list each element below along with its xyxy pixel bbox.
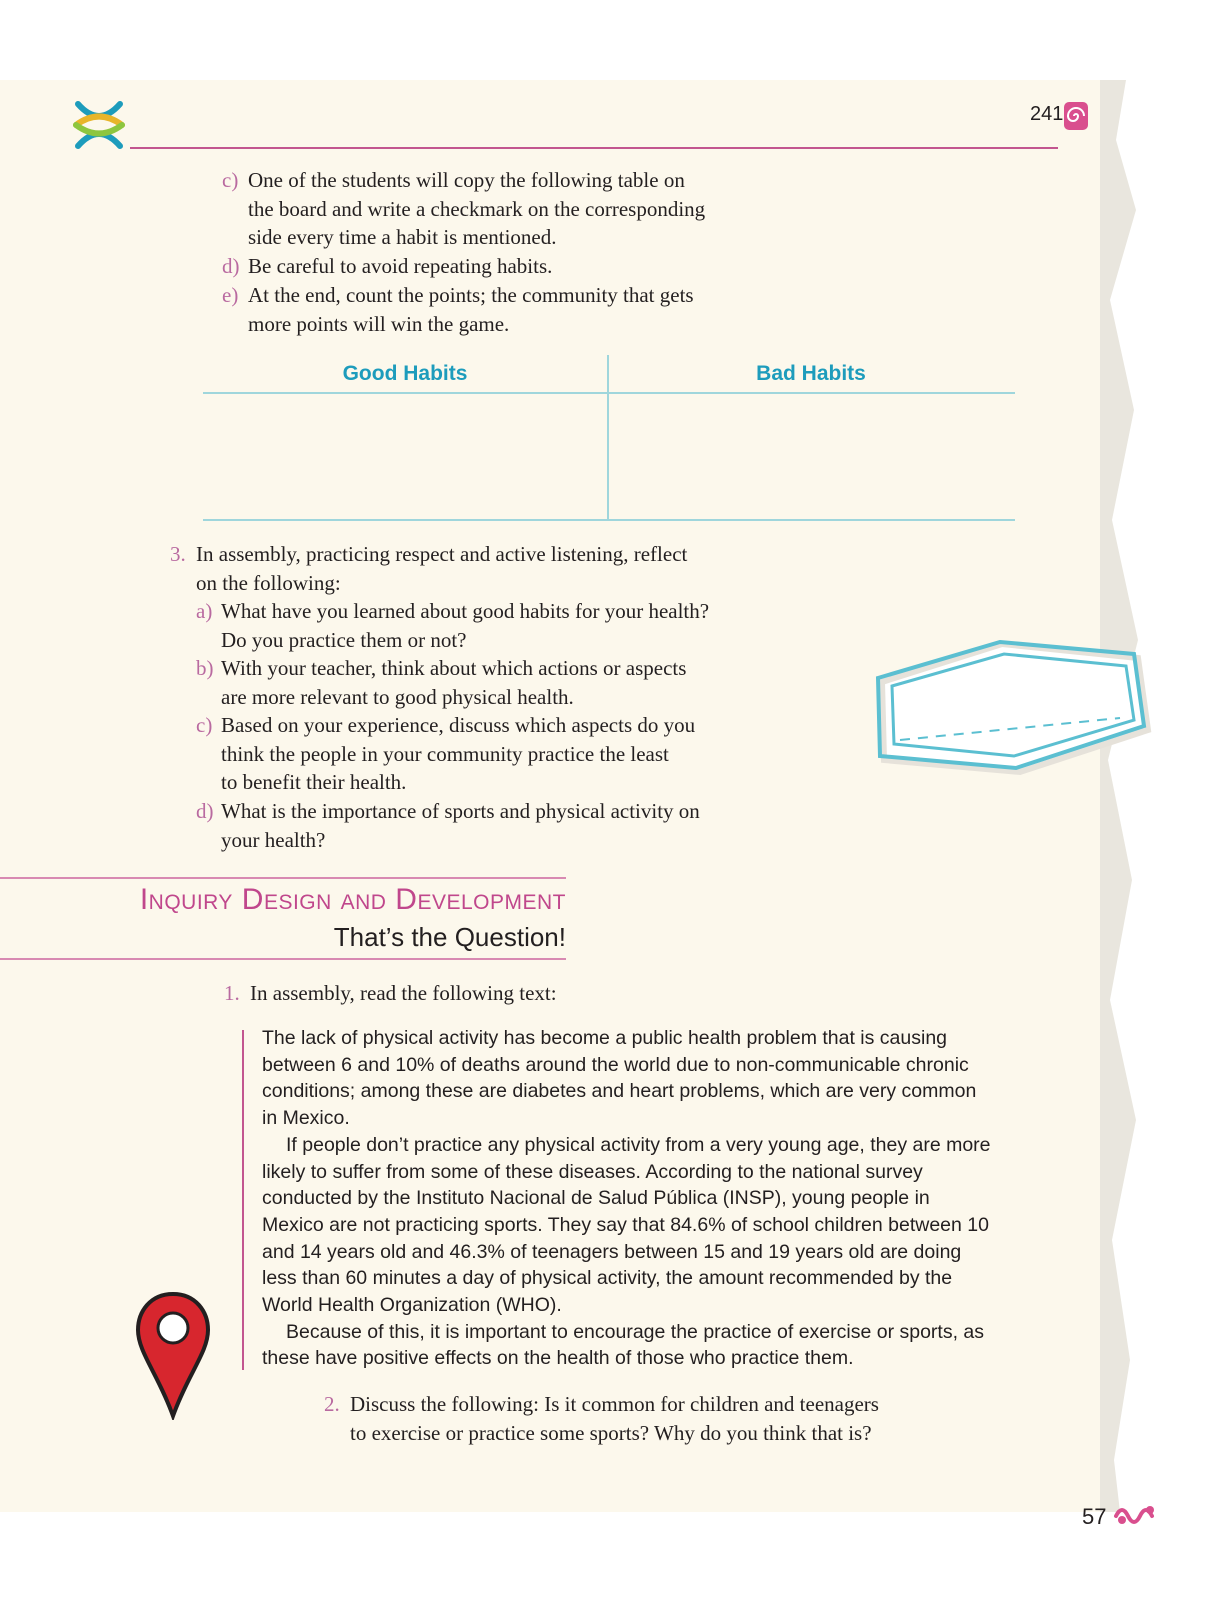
table-bottom-rule <box>203 519 1015 521</box>
item-line: side every time a habit is mentioned. <box>248 225 557 250</box>
section-title: Inquiry Design and Development <box>139 883 566 916</box>
item-label: a) <box>196 599 213 623</box>
item-line: One of the students will copy the following table on <box>248 168 685 192</box>
page-number-bottom: 57 <box>1082 1504 1107 1529</box>
section-rule-top <box>0 877 566 879</box>
item-label: c) <box>196 713 213 737</box>
item-line: What is the importance of sports and physical activity on <box>221 799 700 823</box>
item-label: b) <box>196 656 214 680</box>
list-item-3a <box>196 597 776 654</box>
location-pin-icon <box>134 1290 212 1420</box>
item-line: to benefit their health. <box>221 770 407 795</box>
item-line: In assembly, read the following text: <box>250 981 557 1005</box>
list-item-3b <box>196 654 776 711</box>
item-label: e) <box>222 283 239 307</box>
list-item-e <box>222 281 782 338</box>
item-label: d) <box>196 799 214 823</box>
item-line: With your teacher, think about which actions or aspects <box>221 656 687 680</box>
hexagon-badge-icon <box>870 640 1160 780</box>
item-line: to exercise or practice some sports? Why do you think that is? <box>350 1420 872 1445</box>
reading-paragraph: The lack of physical activity has become a public health problem that is causing between 6 and 10% of deaths around the world due to non-communicable chronic conditions; among these are diabetes and heart problems, which are very common in Mexico. <box>262 1027 977 1130</box>
table-header-rule <box>203 392 1015 394</box>
item-label: 2. <box>324 1392 340 1416</box>
spiral-ornament-icon <box>1062 100 1090 132</box>
item-line: on the following: <box>196 570 341 595</box>
list-item-d <box>222 252 782 281</box>
item-line: think the people in your community practice the least <box>221 741 669 766</box>
table-column-divider <box>607 355 609 520</box>
column-header-bad-habits: Bad Habits <box>756 362 866 385</box>
item-label: 3. <box>170 542 186 566</box>
reading-passage <box>262 1025 992 1372</box>
list-item-3d <box>196 797 776 854</box>
header-rule <box>130 147 1058 149</box>
item-label: c) <box>222 168 239 192</box>
item-line: the board and write a checkmark on the corresponding <box>248 196 706 221</box>
reading-paragraph: Because of this, it is important to encourage the practice of exercise or sports, as these have positive effects on the health of those who practice them. <box>262 1320 985 1370</box>
item-label: d) <box>222 254 240 278</box>
item-line: more points will win the game. <box>248 311 510 336</box>
item-line: In assembly, practicing respect and active listening, reflect <box>196 542 688 566</box>
column-header-good-habits: Good Habits <box>342 362 468 385</box>
item-line: What have you learned about good habits for your health? <box>221 599 710 623</box>
page-number-top: 241 <box>1030 103 1064 125</box>
item-line: are more relevant to good physical health. <box>221 684 574 709</box>
list-item-3 <box>170 540 770 597</box>
community-logo-icon <box>72 98 126 152</box>
list-item-1 <box>224 979 824 1008</box>
item-line: Discuss the following: Is it common for children and teenagers <box>350 1392 879 1416</box>
item-label: 1. <box>224 981 240 1005</box>
habits-table <box>203 355 1015 521</box>
section-rule-bottom <box>0 958 566 960</box>
list-item-2 <box>324 1390 944 1447</box>
reading-accent-bar <box>242 1030 244 1370</box>
reading-paragraph: If people don’t practice any physical activity from a very young age, they are more likely to suffer from some of these diseases. According to the national survey conducted by the Instituto Nacional de Salud Pública (INSP), young people in Mexico are not practicing sports. They say that 84.6% of school children between 10 and 14 years old and 46.3% of teenagers between 15 and 19 years old are doing less than 60 minutes a day of physical activity, the amount recommended by the World Health Organization (WHO). <box>262 1133 991 1317</box>
list-item-3c <box>196 711 776 797</box>
item-line: At the end, count the points; the community that gets <box>248 283 694 307</box>
section-subtitle: That’s the Question! <box>333 922 566 952</box>
list-item-c <box>222 166 782 252</box>
item-line: your health? <box>221 827 326 852</box>
item-line: Do you practice them or not? <box>221 627 467 652</box>
item-line: Be careful to avoid repeating habits. <box>248 254 553 278</box>
swirl-ornament-icon <box>1112 1500 1160 1530</box>
item-line: Based on your experience, discuss which aspects do you <box>221 713 696 737</box>
